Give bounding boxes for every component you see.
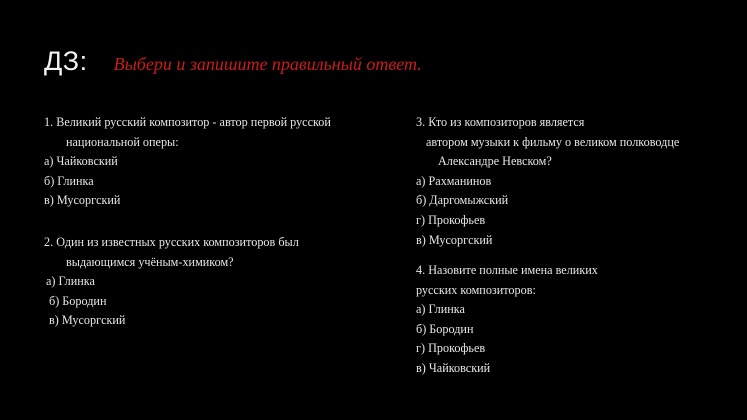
option-1-a: а) Чайковский — [44, 154, 118, 169]
option-3-d: в) Мусоргский — [416, 232, 493, 247]
option-4-c: г) Прокофьев — [416, 341, 486, 356]
question-2-text-cont: выдающимся учёным-химиком? — [66, 254, 234, 269]
option-2-a: а) Глинка — [46, 274, 95, 289]
option-3-c: г) Прокофьев — [416, 212, 486, 227]
question-4-text: 4. Назовите полные имена великих — [416, 263, 598, 277]
option-2-c: в) Мусоргский — [49, 313, 126, 328]
task-instruction: Выбери и запишите правильный ответ. — [113, 54, 422, 74]
option-3-b: б) Даргомыжский — [416, 193, 509, 208]
option-3-a: а) Рахманинов — [416, 173, 492, 188]
question-1 — [44, 113, 331, 211]
question-1-text-cont: национальной оперы: — [66, 134, 179, 149]
question-4 — [416, 261, 598, 379]
option-1-b: б) Глинка — [44, 173, 94, 188]
question-3-text: 3. Кто из композиторов является — [416, 115, 585, 129]
option-4-d: в) Чайковский — [416, 360, 491, 375]
heading — [44, 46, 422, 77]
question-3-text-cont2: Александре Невском? — [438, 154, 552, 169]
question-3 — [416, 113, 679, 250]
question-2 — [44, 233, 299, 331]
question-4-text-cont: русских композиторов: — [416, 282, 536, 297]
option-2-b: б) Бородин — [49, 293, 107, 308]
homework-label: ДЗ: — [44, 46, 88, 76]
option-4-b: б) Бородин — [416, 321, 474, 336]
question-3-text-cont: автором музыки к фильму о великом полководце — [426, 134, 680, 149]
question-1-text: 1. Великий русский композитор - автор первой русской — [44, 115, 331, 129]
question-2-text: 2. Один из известных русских композиторов был — [44, 235, 299, 249]
option-4-a: а) Глинка — [416, 302, 465, 317]
option-1-c: в) Мусоргский — [44, 193, 121, 208]
